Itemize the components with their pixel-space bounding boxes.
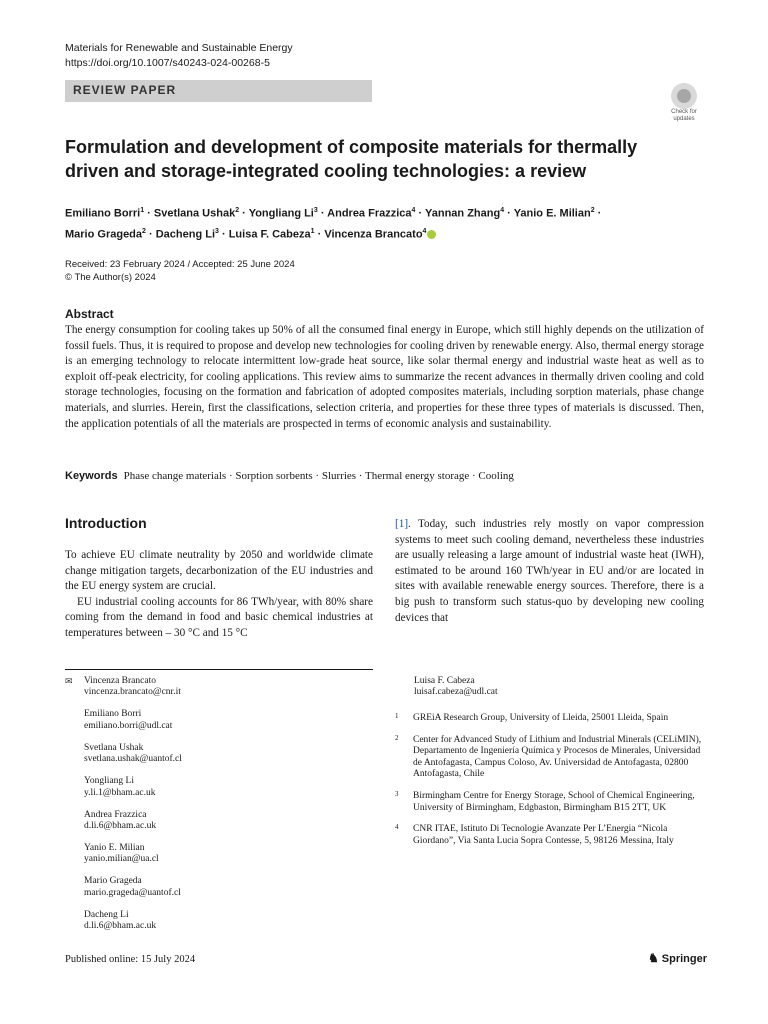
corresponding-contacts [84,676,374,943]
author-name[interactable]: Vincenza Brancato [324,228,423,241]
publisher-name: Springer [661,953,707,965]
author-name[interactable]: Svetlana Ushak [153,207,236,220]
introduction-paragraph-2: EU industrial cooling accounts for 86 TWh/year, with 80% share coming from the demand in food and basic chemical industries at temperatures between – 30 °C and 15 °C [65,595,373,639]
crossmark-badge[interactable] [664,83,704,125]
contact-email[interactable]: svetlana.ushak@uantof.cl [84,754,182,765]
contact-name: Yanio E. Milian [84,843,145,854]
orcid-icon[interactable] [427,230,436,239]
introduction-heading: Introduction [65,515,147,531]
contact-name: Svetlana Ushak [84,742,144,753]
citation-link[interactable]: [1] [395,518,409,530]
article-type-band [65,80,372,102]
received-accepted-dates: Received: 23 February 2024 / Accepted: 25 June 2024 [65,259,295,270]
crossmark-label-1: Check for [671,109,697,115]
article-title: Formulation and development of composite materials for thermally driven and storage-integrated cooling technologies: a review [65,137,638,181]
contact-entry [84,876,374,899]
contact-entry [84,743,374,766]
contact-name: Andrea Frazzica [84,809,147,820]
contact-entry [84,709,374,732]
contact-email[interactable]: d.li.6@bham.ac.uk [84,921,157,932]
affiliation-number: 1 [395,712,399,720]
affiliation-entry [395,824,705,847]
affiliation-text: Birmingham Centre for Energy Storage, School of Chemical Engineering, University of Birmingham, Edgbaston, Birmingham B15 2TT, UK [413,790,695,813]
contact-email[interactable]: y.li.1@bham.ac.uk [84,787,156,798]
crossmark-icon [671,83,697,109]
author-affiliation: 4 [500,207,505,214]
contact-entry [84,810,374,833]
affiliation-number: 2 [395,733,399,742]
author-name[interactable]: Dacheng Li [155,228,216,241]
affiliation-entry [395,713,705,725]
author-name[interactable]: Mario Grageda [65,228,143,241]
contact-entry [84,843,374,866]
author-name[interactable]: Andrea Frazzica [327,207,412,220]
footnote-divider [65,669,373,670]
affiliation-text: CNR ITAE, Istituto Di Tecnologie Avanzate Per L’Energia “Nicola Giordano”, Via Santa Lucia Sopra Contesse, 5, 98126 Messina, Italy [413,824,674,846]
journal-name: Materials for Renewable and Sustainable Energy [65,42,293,54]
author-name[interactable]: Yongliang Li [248,207,314,220]
author-name[interactable]: Emiliano Borri [65,207,141,220]
author-affiliation: 3 [313,207,318,214]
affiliation-text: Center for Advanced Study of Lithium and Industrial Minerals (CELiMIN), Departamento de Ingeniería Química y Procesos de Minerales, Universidad de Antofagasta, Campus Coloso, Av. Universidad de Antofagasta, 02800 Antofagasta, Chile [413,734,702,780]
author-affiliation: 2 [235,207,240,214]
contact-name: Dacheng Li [84,909,129,920]
contact-name: Yongliang Li [84,776,134,787]
author-name[interactable]: Yannan Zhang [425,207,501,220]
affiliation-entry [395,791,705,814]
author-affiliation: 1 [140,207,145,214]
contact-name: Vincenza Brancato [84,676,156,686]
publisher-logo [648,951,707,965]
contact-entry-right [414,676,498,699]
keywords-label: Keywords [65,470,118,482]
copyright-notice: © The Author(s) 2024 [65,272,156,283]
contact-entry [84,776,374,799]
introduction-paragraph-1: To achieve EU climate neutrality by 2050 and worldwide climate change mitigation targets, decarbonization of the EU industries and the EU energy system are crucial. [65,549,373,593]
affiliation-number: 3 [395,789,399,798]
contact-name: Luisa F. Cabeza [414,676,475,686]
keywords-text: Phase change materials · Sorption sorbents · Slurries · Thermal energy storage · Cooling [123,470,514,482]
abstract-heading: Abstract [65,307,114,321]
doi-link[interactable]: https://doi.org/10.1007/s40243-024-00268-5 [65,57,270,69]
keywords-line [65,469,514,484]
author-affiliation: 4 [422,227,427,235]
author-list: Emiliano Borri$^1$ · Svetlana Ushak$^2$ · Yongliang $Li^3$ · Andrea Frazzica$^4$ · Yannan Zhang$^4$ · Yanio E. Milian$^2$ · Mario Grageda$^2$ · Dacheng $Li^3$ · Luisa F. Cabeza$^1$ · Vincenza Brancato$^4$ [65,207,602,241]
abstract-text: The energy consumption for cooling takes up 50% of all the consumed final energy in Europe, which still highly depends on the utilization of fossil fuels. Thus, it is required to propose and develop new technologies for cooling driven by renewable energy. Also, thermal energy storage is an emerging technology to relocate intermittent low-grade heat source, like solar thermal energy and industrial waste heat as well as to exploit off-peak electricity, for cooling applications. This review aims to summarize the recent advances in thermally driven cooling and cold storage technologies, focusing on the formation and fabrication of adopted composites materials, including sorption materials, phase change materials, and slurries. Herein, first the classifications, selection criteria, and properties for these three types of materials is discussed. Then, the application potentials of all the materials are prospected in terms of economic analysis and sustainability. [65,324,704,430]
affiliation-text: GREiA Research Group, University of Lleida, 25001 Lleida, Spain [413,713,669,723]
article-type-label: REVIEW PAPER [73,83,177,97]
contact-email[interactable]: d.li.6@bham.ac.uk [84,821,157,832]
article-dates [65,258,295,284]
contact-name: Mario Grageda [84,876,142,887]
contact-entry [84,910,374,933]
introduction-paragraph-continued: . Today, such industries rely mostly on vapor compression systems to meet such cooling demand, nevertheless these industries are usually releasing a large amount of industrial waste heat (IWH), estimated to be around 160 TWh/year in EU and/or are located in sites with available renewable energy sources. Therefore, there is a big push to transform such status-quo by developing new cooling devices that [395,518,704,624]
author-affiliation: 4 [411,207,416,214]
contact-email[interactable]: mario.grageda@uantof.cl [84,887,181,898]
contact-name: Emiliano Borri [84,709,142,720]
author-name[interactable]: Yanio E. Milian [513,207,591,220]
springer-horse-icon: ♞ [648,951,659,965]
crossmark-label-2: updates [673,116,695,122]
author-affiliation: 2 [590,207,595,214]
contact-email[interactable]: luisaf.cabeza@udl.cat [414,687,498,698]
contact-entry [84,676,374,699]
introduction-right-column [395,517,704,626]
published-date: Published online: 15 July 2024 [65,954,196,965]
author-affiliation: 1 [310,227,315,235]
author-name[interactable]: Luisa F. Cabeza [228,228,311,241]
affiliation-number: 4 [395,823,399,832]
contact-email[interactable]: yanio.milian@ua.cl [84,854,159,865]
introduction-left-column [65,548,373,642]
affiliation-list [395,713,705,857]
author-affiliation: 2 [142,227,146,235]
envelope-icon: ✉ [65,677,73,687]
affiliation-entry [395,735,705,781]
contact-email[interactable]: emiliano.borri@udl.cat [84,720,173,731]
author-affiliation: 3 [215,227,219,235]
contact-email[interactable]: vincenza.brancato@cnr.it [84,687,181,698]
